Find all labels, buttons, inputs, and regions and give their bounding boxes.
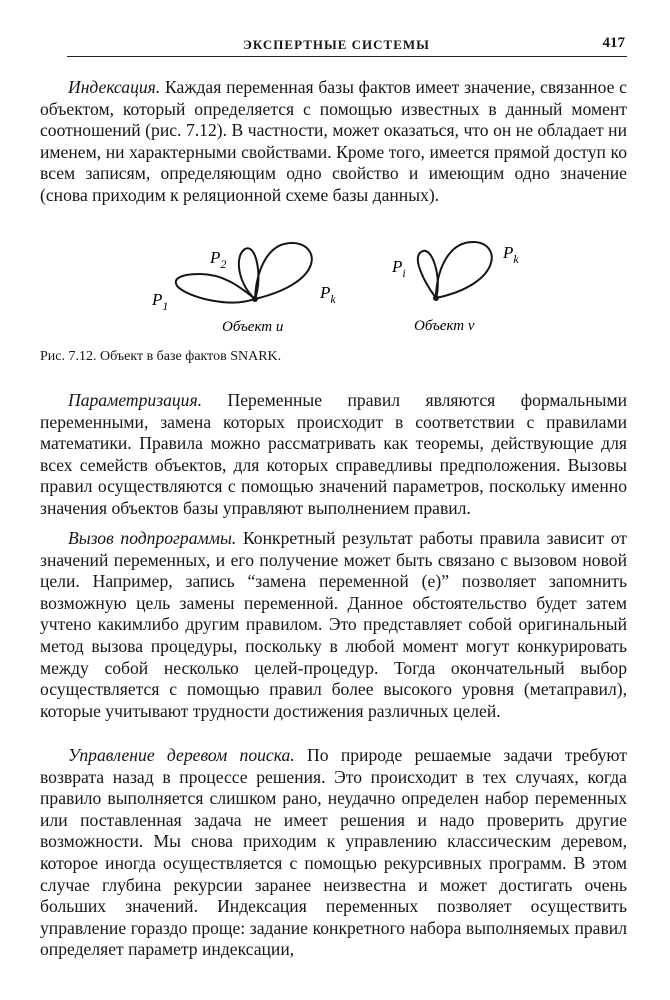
page-number: 417 (602, 35, 625, 51)
label-object-v: Объект v (414, 318, 475, 334)
paragraph-title: Параметризация. (68, 390, 203, 410)
petal-v-pi (418, 251, 438, 298)
paragraph-body: Каждая переменная базы фактов имеет значение, связанное с объектом, который определяется с помощью известных в данный момент соотношений (рис. 7.12). В частности, может оказаться, что он не обладает ни именем, ни характерными свойствами. Кроме того, имеется прямой доступ ко всем записям, определяющим одно свойство и имеющим одно значение (снова приходим к реляционной схеме базы данных). (40, 77, 627, 205)
paragraph-body: По природе решаемые задачи требуют возврата назад в процессе решения. Это происходит в тех случаях, когда правило выполняется слишком рано, неудачно определен набор переменных или поставленная задача не имеет решения и надо проверить другие возможности. Мы снова приходим к управлению классическим деревом, которое иногда осуществляется с помощью рекурсивных программ. В этом случае глубина рекурсии заранее неизвестна и может достигать очень больших значений. Индексация переменных позволяет осуществить управление гораздо проще: задание конкретного набора выполняемых правил определяет параметр индексации, (40, 745, 627, 960)
label-u-p1: $P_1$ (152, 290, 169, 313)
header-rule (67, 56, 627, 57)
paragraph-title: Вызов подпрограммы. (68, 528, 237, 548)
label-v-pk: $P_k$ (503, 243, 519, 266)
petal-u-pk (255, 243, 312, 299)
page-header (67, 34, 627, 58)
petal-v-pk (436, 242, 492, 298)
label-object-u: Объект u (222, 319, 284, 335)
label-v-pi: $P_i$ (392, 257, 406, 280)
petal-u-p1 (176, 274, 255, 302)
figure-7-12 (130, 238, 530, 340)
figure-caption: Рис. 7.12. Объект в базе фактов SNARK. (40, 349, 282, 364)
paragraph-indexing (40, 77, 627, 207)
label-u-p2: $P_2$ (210, 248, 227, 271)
paragraph-title: Управление деревом поиска. (68, 745, 295, 765)
node-object-u (252, 296, 258, 302)
label-u-pk: $P_k$ (320, 283, 336, 306)
paragraph-parametrization (40, 390, 627, 520)
paragraph-body: Переменные правил являются формальными переменными, замена которых происходит в соответствии с правилами математики. Правила можно рассматривать как теоремы, действующие для всех семейств объектов, для которых справедливы предположения. Вызовы правил осуществляются с помощью значений параметров, поскольку именно значения объектов базы управляют выполнением правил. (40, 390, 627, 518)
node-object-v (433, 295, 439, 301)
object-diagram (130, 238, 530, 340)
paragraph-body: Конкретный результат работы правила зависит от значений переменных, и его получение может быть связано с вызовом новой цели. Например, запись “замена переменной (e)” позволяет запомнить возможную цель замены переменной. Данное обстоятельство будет затем учтено какимлибо другим правилом. Это представляет собой оригинальный метод вызова процедуры, поскольку в любой момент могут конкурировать между собой несколько целей-процедур. Тогда окончательный выбор осуществляется с помощью правил более высокого уровня (метаправил), которые учитывают трудности достижения различных целей. (40, 528, 627, 721)
paragraph-title: Индексация. (68, 77, 161, 97)
paragraph-subroutine-call (40, 528, 627, 722)
running-title: ЭКСПЕРТНЫЕ СИСТЕМЫ (243, 37, 430, 52)
paragraph-search-tree (40, 745, 627, 961)
